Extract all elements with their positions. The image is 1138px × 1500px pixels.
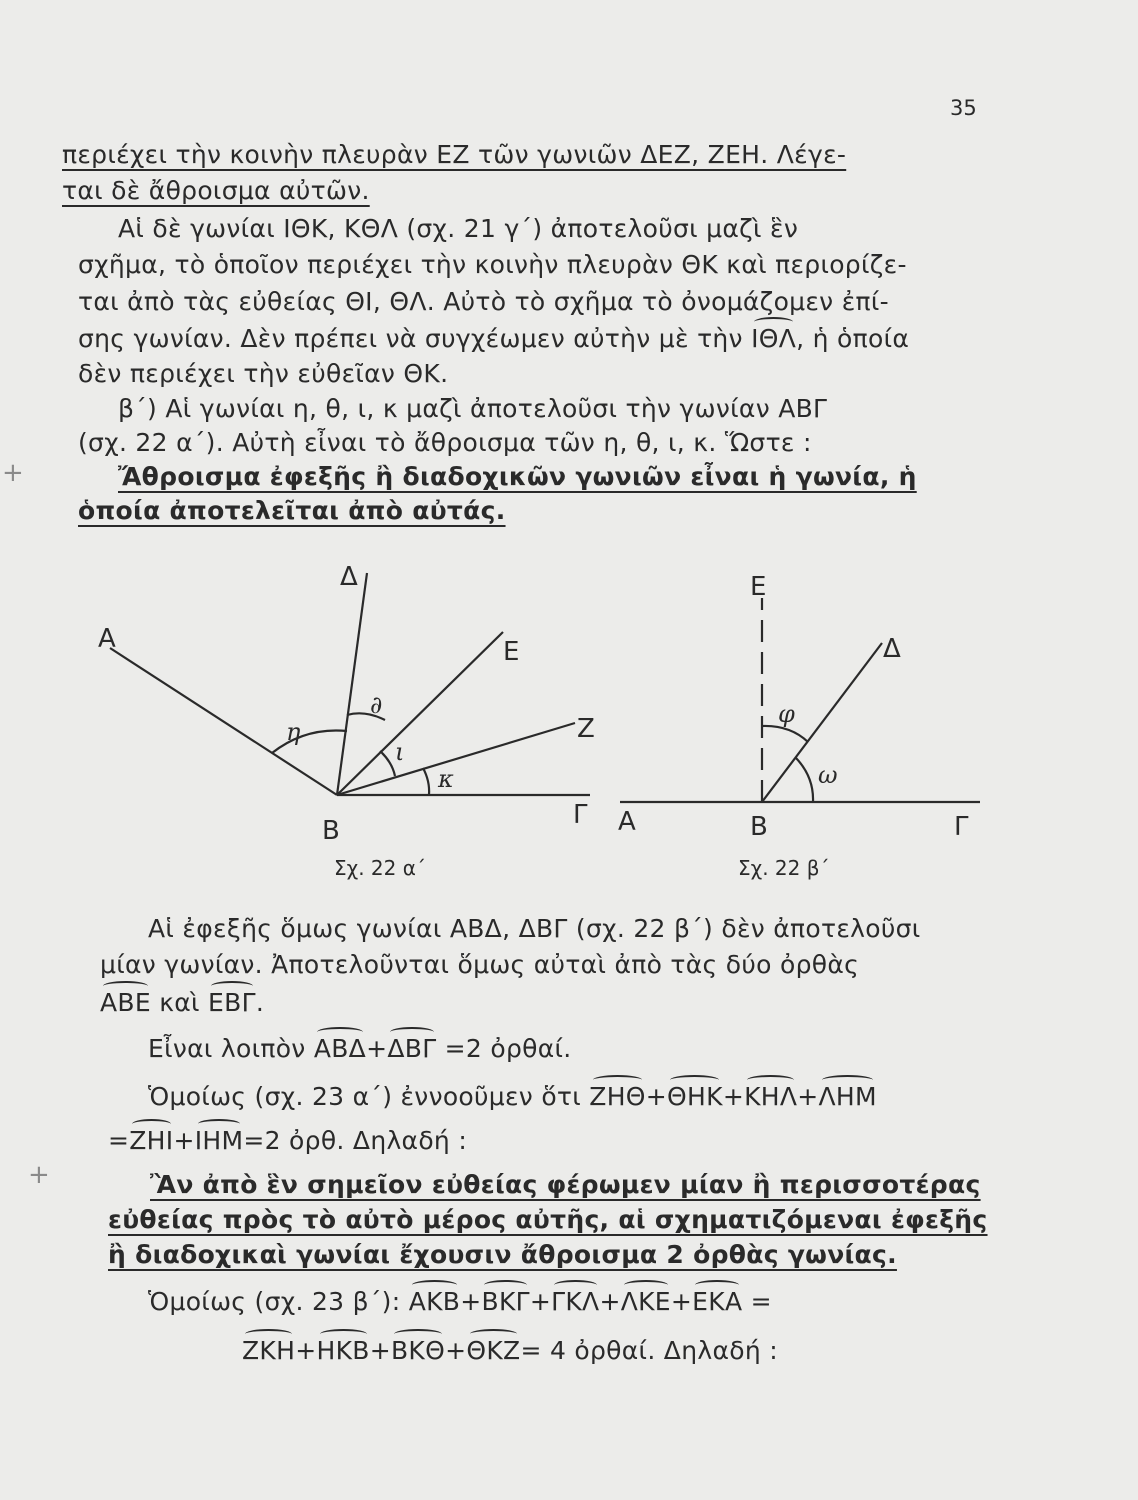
fig-a-label-Z: Ζ [577,714,595,744]
para2-line4-text-b: , ἡ ὁποία [796,324,910,353]
fig-a-angle-iota: ι [395,738,405,766]
equation1 [148,1034,572,1063]
angle-hat-ithl: ΙΘΛ [751,324,797,353]
angle-hat-khl: ΚΗΛ [744,1082,798,1111]
para2-line1: Αἱ δὲ γωνίαι ΙΘΚ, ΚΘΛ (σχ. 21 γ΄) ἀποτελοῦσι μαζὶ ἓν [118,214,799,243]
angle-hat-bkg: ΒΚΓ [481,1287,530,1316]
angle-hat-thkz: ΘΚΖ [466,1336,521,1365]
margin-plus-icon: + [28,1160,50,1190]
figure-22a-caption: Σχ. 22 α΄ [334,856,426,880]
angle-hat-zhth: ΖΗΘ [589,1082,646,1111]
angle-hat-bkth: ΒΚΘ [390,1336,446,1365]
para4-line3-and: καὶ [150,988,209,1017]
fig-b-label-G: Γ [954,812,969,842]
para1-line1: περιέχει τὴν κοινὴν πλευρὰν ΕΖ τῶν γωνιῶν ΔΕΖ, ΖΕΗ. Λέγε- [62,140,847,169]
para5-line2-post: =2 ὀρθ. Δηλαδή : [243,1126,468,1155]
plus-10: + [369,1336,391,1365]
angle-hat-abe: ΑΒΕ [100,988,151,1017]
fig-b-arc-phi [762,726,808,742]
para6-post: = [742,1287,772,1316]
para2-line4 [78,324,909,353]
plus-11: + [445,1336,467,1365]
plus-9: + [295,1336,317,1365]
angle-hat-thhk: ΘΗΚ [667,1082,723,1111]
angle-hat-akb: ΑΚΒ [408,1287,461,1316]
angle-hat-zhi: ΖΗΙ [129,1126,174,1155]
fig-b-label-B: Β [750,812,768,842]
angle-hat-hkb: ΗΚΒ [316,1336,370,1365]
para5-line2 [108,1126,467,1155]
fig-b-label-E: Ε [750,572,767,602]
para6-pre: Ὁμοίως (σχ. 23 β΄): [148,1287,409,1316]
fig-a-arc-eta [272,730,347,753]
fig-a-label-D: Δ [340,562,358,592]
para6-line1 [148,1287,772,1316]
para1-line2: ται δὲ ἄθροισμα αὐτῶν. [62,176,370,205]
plus-4: + [173,1126,195,1155]
definition1-line2: ὁποία ἀποτελεῖται ἀπὸ αὐτάς. [78,496,506,525]
definition2-line2: εὐθείας πρὸς τὸ αὐτὸ μέρος αὐτῆς, αἱ σχηματιζόμεναι ἐφεξῆς [108,1205,988,1234]
fig-a-arc-kappa [423,768,429,795]
angle-hat-abd: ΑΒΔ [313,1034,367,1063]
angle-hat-zkh: ΖΚΗ [242,1336,296,1365]
plus-3: + [797,1082,819,1111]
fig-b-arc-omega [796,758,813,802]
angle-hat-dbg: ΔΒΓ [387,1034,437,1063]
plus-7: + [599,1287,621,1316]
para3-line1: β΄) Αἱ γωνίαι η, θ, ι, κ μαζὶ ἀποτελοῦσι τὴν γωνίαν ΑΒΓ [118,394,828,423]
plus-1: + [645,1082,668,1111]
plus-5: + [460,1287,482,1316]
para4-line3 [100,988,264,1017]
fig-a-label-B: Β [322,816,340,846]
plus-8: + [670,1287,693,1316]
para6-line2 [242,1336,778,1365]
fig-a-angle-kappa: κ [438,765,454,793]
angle-hat-lke: ΛΚΕ [620,1287,671,1316]
angle-hat-eka: ΕΚΑ [692,1287,743,1316]
plus-2: + [722,1082,745,1111]
definition2-line3: ἢ διαδοχικαὶ γωνίαι ἔχουσιν ἄθροισμα 2 ὀρθὰς γωνίας. [108,1240,897,1269]
fig-b-angle-phi: φ [778,700,795,728]
angle-hat-ebg: ΕΒΓ [208,988,256,1017]
figure-22a [90,555,610,865]
para6-line2-post: = 4 ὀρθαί. Δηλαδή : [520,1336,778,1365]
para2-line4-text-a: σης γωνίαν. Δὲν πρέπει νὰ συγχέωμεν αὐτὴν μὲ τὴν [78,324,752,353]
para4-line2: μίαν γωνίαν. Ἀποτελοῦνται ὅμως αὐταὶ ἀπὸ τὰς δύο ὀρθὰς [100,950,860,979]
fig-a-arc-iota [380,751,395,776]
fig-b-label-D: Δ [883,634,901,664]
para4-line1: Αἱ ἐφεξῆς ὅμως γωνίαι ΑΒΔ, ΔΒΓ (σχ. 22 β΄) δὲν ἀποτελοῦσι [148,914,921,943]
para2-line5: δὲν περιέχει τὴν εὐθεῖαν ΘΚ. [78,359,449,388]
page-number: 35 [950,96,977,120]
fig-a-angle-eta: η [286,718,301,746]
para2-line2: σχῆμα, τὸ ὁποῖον περιέχει τὴν κοινὴν πλευρὰν ΘΚ καὶ περιορίζε- [78,250,907,279]
fig-b-angle-omega: ω [818,761,838,789]
para2-line3: ται ἀπὸ τὰς εὐθείας ΘΙ, ΘΛ. Αὐτὸ τὸ σχῆμα τὸ ὀνομάζομεν ἐπί- [78,287,889,316]
figure-22b [610,565,990,865]
fig-a-label-A: Α [98,624,116,654]
fig-a-angle-theta: ∂ [370,691,383,719]
fig-a-ray-BD [337,573,367,795]
fig-a-label-G: Γ [573,800,588,830]
margin-plus-icon: + [2,458,24,488]
equation1-post: =2 ὀρθαί. [436,1034,572,1063]
plus-6: + [529,1287,552,1316]
angle-hat-ihm: ΙΗΜ [194,1126,244,1155]
fig-a-ray-BA [110,648,337,795]
fig-b-label-A: Α [618,807,636,837]
equation1-pre: Εἶναι λοιπὸν [148,1034,314,1063]
definition1-line1: Ἄθροισμα ἐφεξῆς ἢ διαδοχικῶν γωνιῶν εἶναι ἡ γωνία, ἡ [118,462,917,491]
para5-line2-eq: = [108,1126,130,1155]
para4-line3-end: . [255,988,265,1017]
para5-pre: Ὁμοίως (σχ. 23 α΄) ἐννοοῦμεν ὅτι [148,1082,590,1111]
para5-line1 [148,1082,877,1111]
definition2-line1: Ἂν ἀπὸ ἓν σημεῖον εὐθείας φέρωμεν μίαν ἢ περισσοτέρας [150,1170,981,1199]
equation1-plus: + [366,1034,388,1063]
figure-22b-caption: Σχ. 22 β΄ [738,856,830,880]
angle-hat-lhm: ΛΗΜ [818,1082,877,1111]
para3-line2: (σχ. 22 α΄). Αὐτὴ εἶναι τὸ ἄθροισμα τῶν η, θ, ι, κ. Ὥστε : [78,428,812,457]
angle-hat-gkl: ΓΚΛ [551,1287,600,1316]
fig-a-label-E: Ε [503,637,520,667]
